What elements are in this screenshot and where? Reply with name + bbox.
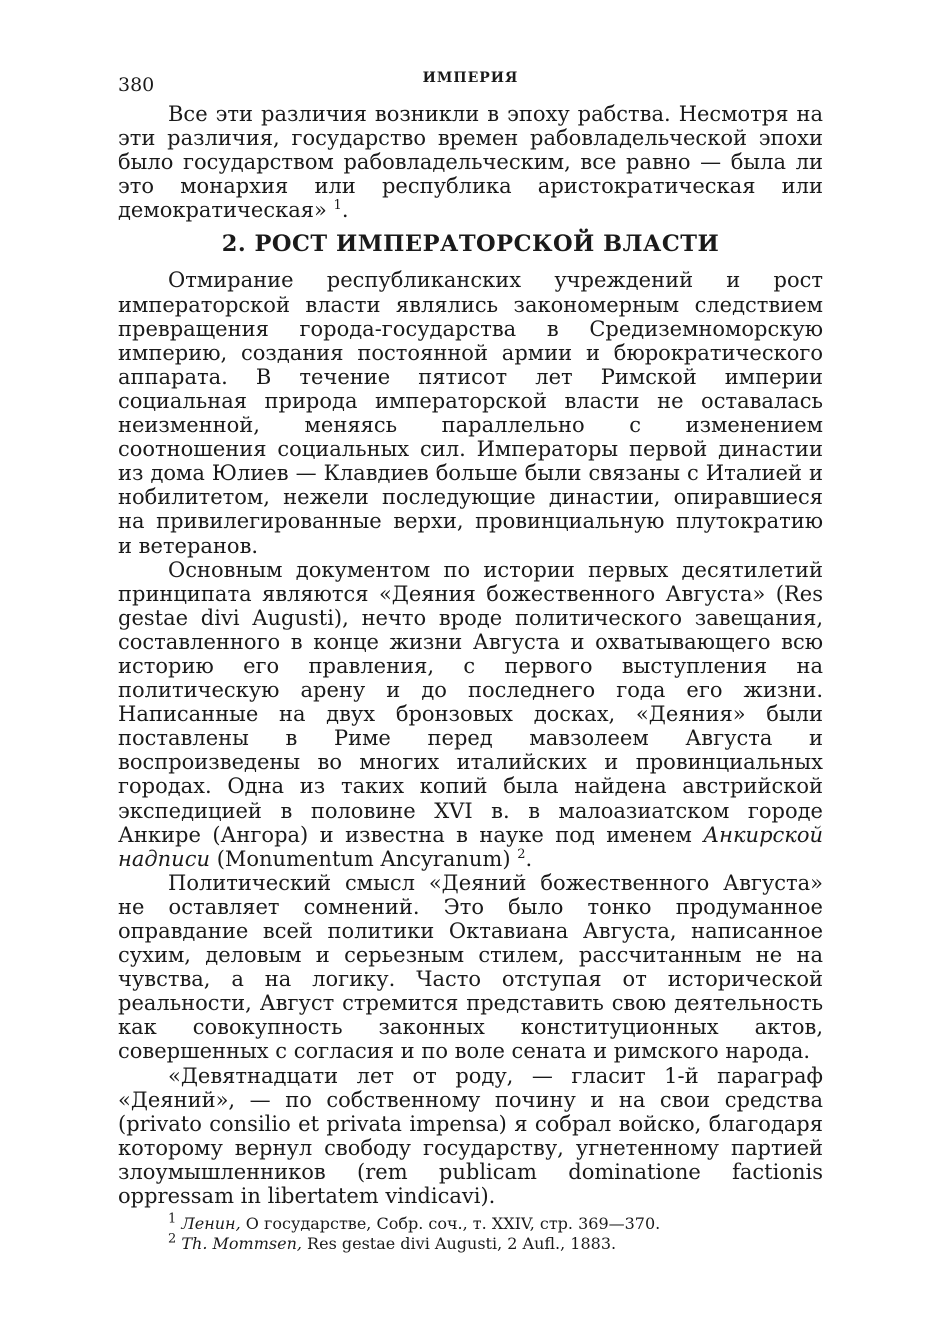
paragraph-text: (Monumentum Ancyranum) <box>216 846 511 871</box>
period: . <box>341 198 349 223</box>
section-title: 2. РОСТ ИМПЕРАТОРСКОЙ ВЛАСТИ <box>221 231 720 258</box>
paragraph-imperial-power: Отмирание республиканских учреждений и рост императорской власти являлись закономерным следствием превращения города-государства в Средиземноморскую империю, создания постоянной армии и бюрократического аппарата. В течение пятисот лет Римской империи социальная природа императорской власти не оставалась неизменной, меняясь параллельно с изменением соотношения социальных сил. Императоры первой династии из дома Юлиев — Клавдиев больше были связаны с Италией и нобилитетом, нежели последующие династии, опиравшиеся на привилегированные верхи, провинциальную плутократию и ветеранов. <box>118 268 823 558</box>
footnote-text: Res gestae divi Augusti, 2 Aufl., 1883. <box>307 1234 617 1254</box>
paragraph-text: Все эти различия возникли в эпоху рабства. Несмотря на эти различия, государство времен рабовладельческой эпохи было государством рабовладельческим, все равно — была ли это монархия или республика аристократическая или демократическая» <box>118 102 823 223</box>
footnote-1 <box>118 1211 823 1234</box>
footnote-author: Th. Mommsen, <box>181 1234 302 1254</box>
period: . <box>525 846 533 871</box>
footnote-author: Ленин, <box>181 1214 241 1234</box>
footnote-2 <box>118 1231 823 1254</box>
paragraph-continued-quote <box>118 102 823 222</box>
book-page <box>118 68 823 1254</box>
paragraph-text: Основным документом по истории первых десятилетий принципата являются «Деяния божественного Августа» (Res gestae divi Augusti), нечто вроде политического завещания, составленного в конце жизни Августа и охватывающего всю историю его правления, с первого выступления на политическую арену и до последнего года его жизни. Написанные на двух бронзовых досках, «Деяния» были поставлены в Риме перед мавзолеем Августа и воспроизведены во многих италийских и провинциальных городах. Одна из таких копий была найдена австрийской экспедицией в половине XVI в. в малоазиатском городе Анкире (Ангора) и известна в науке под именем <box>118 557 823 847</box>
italic-term: Анкирской надписи <box>118 822 823 871</box>
footnotes <box>118 1211 823 1254</box>
footnote-ref-2: 2 <box>517 846 526 862</box>
paragraph-res-gestae <box>118 558 823 871</box>
footnote-ref-1: 1 <box>333 198 342 214</box>
page-header <box>118 68 823 102</box>
footnote-mark: 2 <box>168 1231 177 1247</box>
running-title: ИМПЕРИЯ <box>422 70 519 86</box>
page-number: 380 <box>118 74 155 96</box>
paragraph-quote: «Девятнадцати лет от роду, — гласит 1-й параграф «Деяний», — по собственному почину и на свои средства (privato consilio et privata impensa) я собрал войско, благодаря которому вернул свободу государству, угнетенному партией злоумышленников (rem publicam dominatione factionis oppressam in libertatem vindicavi). <box>118 1063 823 1209</box>
footnote-mark: 1 <box>168 1211 177 1227</box>
paragraph-political-meaning: Политический смысл «Деяний божественного Августа» не оставляет сомнений. Это было тонко продуманное оправдание всей политики Октавиана Августа, написанное сухим, деловым и серьезным стилем, рассчитанным не на чувства, а на логику. Часто отступая от исторической реальности, Август стремится представить свою деятельность как совокупность законных конституционных актов, совершенных с согласия и по воле сената и римского народа. <box>118 870 823 1064</box>
footnote-text: О государстве, Собр. соч., т. XXIV, стр. 369—370. <box>245 1214 661 1234</box>
